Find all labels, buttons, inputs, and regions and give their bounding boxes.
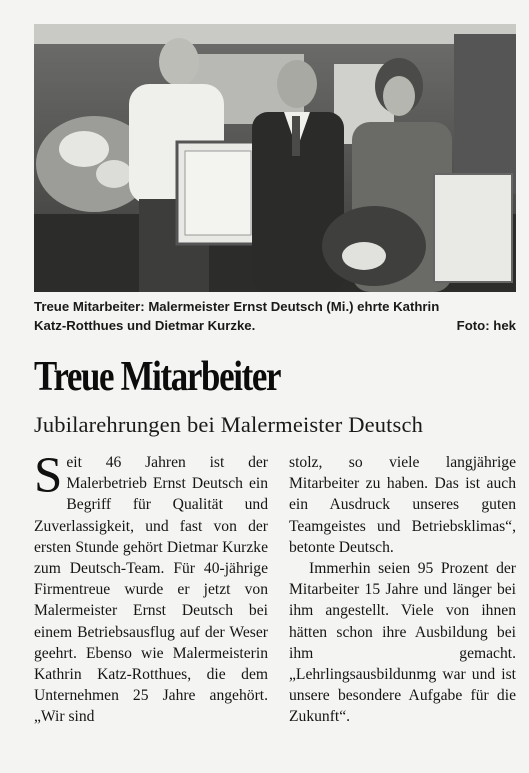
left-column-text: eit 46 Jahren ist der Malerbetrieb Ernst Deutsch ein Begriff für Qualität und Zuverlassigkeit, und fast von der ersten Stunde gehört Dietmar Kurzke zum Deutsch-Team. Für 40-jährige Firmentreue wurde er jetzt von Malermeister Ernst Deutsch bei einem Betriebsausflug auf der Weser geehrt. Ebenso wie Malermeisterin Kathrin Katz-Rotthues, die dem Unternehmen 25 Jahre angehört. „Wir sind	[34, 454, 268, 726]
article-column-right	[289, 452, 516, 728]
right-column-paragraph-1: stolz, so viele langjährige Mitarbeiter zu haben. Das ist auch ein Ausdruck unseres guten Teamgeistes und Betriebsklimas“, betonte Deutsch.	[289, 454, 516, 556]
article-column-left	[34, 448, 268, 728]
caption-line-1: Treue Mitarbeiter: Malermeister Ernst Deutsch (Mi.) ehrte Kathrin	[34, 299, 440, 314]
article-photo	[34, 24, 516, 292]
right-column-paragraph-2: Immerhin seien 95 Prozent der Mitarbeiter 15 Jahre und länger bei ihm angestellt. Viele von ihnen hätten schon ihre Ausbildung bei ihm gemacht. „Lehrlingsausbildunmg war und ist unsere besondere Aufgabe für die Zukunft“.	[289, 560, 516, 726]
photo-caption	[34, 297, 516, 335]
drop-cap: S	[34, 448, 63, 504]
caption-line-2-text: Katz-Rotthues und Dietmar Kurzke.	[34, 318, 256, 333]
caption-line-2	[34, 316, 516, 335]
group-photo-icon	[34, 24, 516, 292]
photo-credit: Foto: hek	[456, 318, 516, 333]
article-subheadline: Jubilarehrungen bei Malermeister Deutsch	[34, 412, 423, 437]
article-headline: Treue Mitarbeiter	[34, 354, 281, 400]
